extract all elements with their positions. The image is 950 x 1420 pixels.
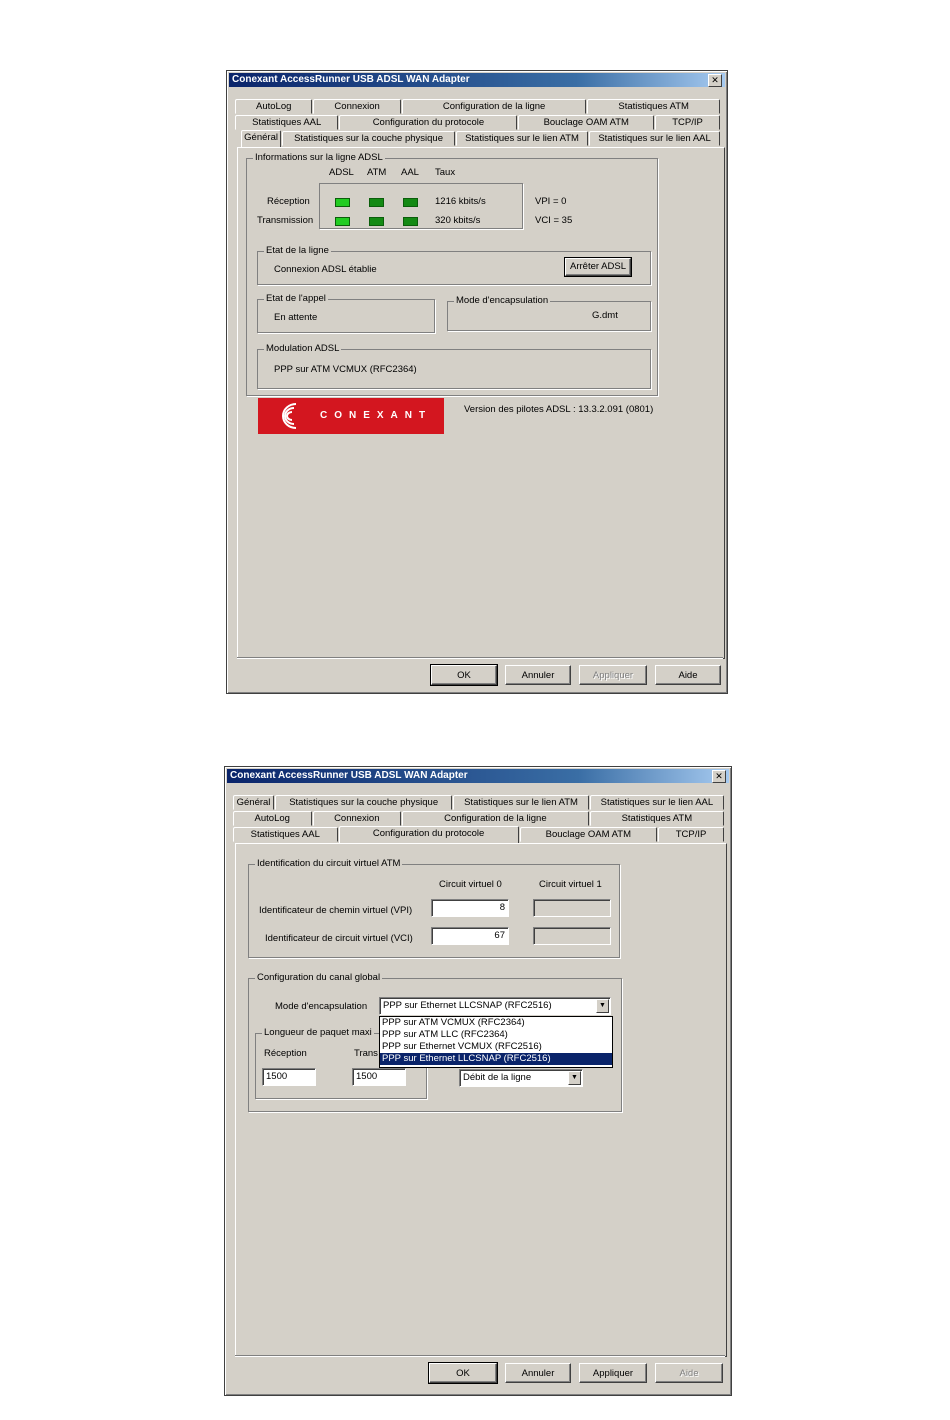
tab-bouclage-oam-atm[interactable]: Bouclage OAM ATM: [518, 115, 654, 130]
aal-tx-led-icon: [403, 217, 418, 226]
driver-version: Version des pilotes ADSL : 13.3.2.091 (0801): [464, 404, 654, 415]
encap-option[interactable]: PPP sur Ethernet VCMUX (RFC2516): [382, 1041, 542, 1052]
encap-dropdown-list: [379, 1016, 613, 1068]
global-channel-title: Configuration du canal global: [257, 972, 381, 983]
conexant-logo: [258, 398, 444, 434]
vpi-value: VPI = 0: [535, 196, 567, 207]
col-atm: ATM: [367, 167, 387, 178]
encapsulation-value: G.dmt: [592, 310, 618, 321]
atm-tx-led-icon: [369, 217, 384, 226]
tab-configuration-protocole[interactable]: Configuration du protocole: [339, 115, 517, 130]
apply-button[interactable]: Appliquer: [579, 1363, 647, 1383]
tx-label: Trans: [354, 1048, 378, 1059]
vc-identification-group: [248, 858, 620, 958]
global-channel-group: [248, 972, 622, 1112]
tab-panel: [237, 147, 725, 659]
modulation-value: PPP sur ATM VCMUX (RFC2364): [274, 364, 417, 375]
vpi-input[interactable]: 8: [431, 899, 509, 917]
rx-rate: 1216 kbits/s: [435, 196, 486, 207]
encapsulation-title: Mode d'encapsulation: [456, 295, 549, 306]
tab-statistiques-lien-aal[interactable]: Statistiques sur le lien AAL: [590, 795, 724, 810]
chevron-down-icon[interactable]: ▼: [568, 1071, 581, 1085]
bottom-separator: [235, 1355, 725, 1357]
window-title: Conexant AccessRunner USB ADSL WAN Adapter: [232, 74, 470, 85]
logo-text: CONEXANT: [320, 410, 433, 421]
encap-select[interactable]: [379, 997, 611, 1015]
ok-button[interactable]: OK: [431, 665, 497, 685]
conexant-swirl-icon: [266, 401, 306, 431]
close-icon[interactable]: ✕: [708, 74, 722, 87]
stop-adsl-button[interactable]: Arrêter ADSL: [565, 258, 631, 276]
tab-statistiques-aal[interactable]: Statistiques AAL: [235, 115, 338, 130]
tab-statistiques-atm[interactable]: Statistiques ATM: [587, 99, 720, 114]
tab-connexion[interactable]: Connexion: [313, 811, 402, 826]
title-bar[interactable]: [229, 73, 725, 87]
tab-general[interactable]: Général: [233, 795, 274, 810]
vc1-vpi-input[interactable]: [533, 899, 611, 917]
vci-label: Identificateur de circuit virtuel (VCI): [265, 933, 413, 944]
vc1-header: Circuit virtuel 1: [539, 879, 602, 890]
tab-general[interactable]: Général: [241, 130, 281, 147]
vpi-label: Identificateur de chemin virtuel (VPI): [259, 905, 413, 916]
encapsulation-group: [447, 295, 651, 331]
tab-statistiques-aal[interactable]: Statistiques AAL: [233, 827, 338, 842]
tab-statistiques-couche-physique[interactable]: Statistiques sur la couche physique: [275, 795, 452, 810]
tab-statistiques-lien-atm[interactable]: Statistiques sur le lien ATM: [456, 131, 588, 146]
rx-input[interactable]: 1500: [262, 1068, 316, 1086]
col-taux: Taux: [435, 167, 456, 178]
row-transmission: Transmission: [257, 215, 314, 226]
tab-tcp-ip[interactable]: TCP/IP: [655, 115, 720, 130]
vci-value: VCI = 35: [535, 215, 573, 226]
tab-statistiques-atm[interactable]: Statistiques ATM: [590, 811, 724, 826]
call-state-title: Etat de l'appel: [266, 293, 326, 304]
call-state-group: [257, 293, 435, 333]
chevron-down-icon[interactable]: ▼: [596, 999, 609, 1013]
cancel-button[interactable]: Annuler: [505, 1363, 571, 1383]
encap-option[interactable]: PPP sur ATM LLC (RFC2364): [382, 1029, 508, 1040]
title-bar[interactable]: [227, 769, 729, 783]
tab-configuration-ligne[interactable]: Configuration de la ligne: [402, 99, 587, 114]
encap-option-selected[interactable]: PPP sur Ethernet LLCSNAP (RFC2516): [380, 1053, 612, 1065]
tab-configuration-ligne[interactable]: Configuration de la ligne: [402, 811, 589, 826]
rate-select[interactable]: [459, 1069, 583, 1087]
bottom-separator: [237, 657, 723, 659]
rate-select-value: Débit de la ligne: [463, 1072, 532, 1083]
line-state-group: [257, 245, 651, 285]
help-button[interactable]: Aide: [655, 1363, 723, 1383]
tab-statistiques-couche-physique[interactable]: Statistiques sur la couche physique: [282, 131, 455, 146]
tab-panel: [235, 843, 727, 1357]
cancel-button[interactable]: Annuler: [505, 665, 571, 685]
vc1-vci-input[interactable]: [533, 927, 611, 945]
line-info-title: Informations sur la ligne ADSL: [255, 152, 383, 163]
encap-option[interactable]: PPP sur ATM VCMUX (RFC2364): [382, 1017, 525, 1028]
tab-statistiques-lien-aal[interactable]: Statistiques sur le lien AAL: [589, 131, 720, 146]
vc-identification-title: Identification du circuit virtuel ATM: [257, 858, 401, 869]
vc0-header: Circuit virtuel 0: [439, 879, 502, 890]
tab-configuration-protocole[interactable]: Configuration du protocole: [339, 826, 519, 843]
packet-length-title: Longueur de paquet maxi: [264, 1027, 372, 1038]
encap-selected: PPP sur Ethernet LLCSNAP (RFC2516): [383, 1000, 552, 1011]
adsl-tx-led-icon: [335, 217, 350, 226]
col-aal: AAL: [401, 167, 419, 178]
col-adsl: ADSL: [329, 167, 354, 178]
modulation-group: [257, 343, 651, 389]
rx-label: Réception: [264, 1048, 307, 1059]
ok-button[interactable]: OK: [429, 1363, 497, 1383]
dialog-protocol-config: [224, 766, 732, 1396]
line-state-value: Connexion ADSL établie: [274, 264, 377, 275]
call-state-value: En attente: [274, 312, 318, 323]
close-icon[interactable]: ✕: [712, 770, 726, 783]
vci-input[interactable]: 67: [431, 927, 509, 945]
aal-rx-led-icon: [403, 198, 418, 207]
encap-label: Mode d'encapsulation: [275, 1001, 368, 1012]
atm-rx-led-icon: [369, 198, 384, 207]
line-info-group: [246, 152, 658, 396]
row-reception: Réception: [267, 196, 310, 207]
tab-autolog[interactable]: AutoLog: [233, 811, 312, 826]
tab-connexion[interactable]: Connexion: [313, 99, 400, 114]
tab-tcp-ip[interactable]: TCP/IP: [658, 827, 724, 842]
help-button[interactable]: Aide: [655, 665, 721, 685]
apply-button[interactable]: Appliquer: [579, 665, 647, 685]
tx-rate: 320 kbits/s: [435, 215, 481, 226]
tab-statistiques-lien-atm[interactable]: Statistiques sur le lien ATM: [453, 795, 589, 810]
tx-input[interactable]: 1500: [352, 1068, 406, 1086]
tab-autolog[interactable]: AutoLog: [235, 99, 312, 114]
tab-bouclage-oam-atm[interactable]: Bouclage OAM ATM: [520, 827, 657, 842]
window-title: Conexant AccessRunner USB ADSL WAN Adapter: [230, 770, 468, 781]
modulation-title: Modulation ADSL: [266, 343, 340, 354]
dialog-general: [226, 70, 728, 694]
line-state-title: Etat de la ligne: [266, 245, 329, 256]
adsl-rx-led-icon: [335, 198, 350, 207]
